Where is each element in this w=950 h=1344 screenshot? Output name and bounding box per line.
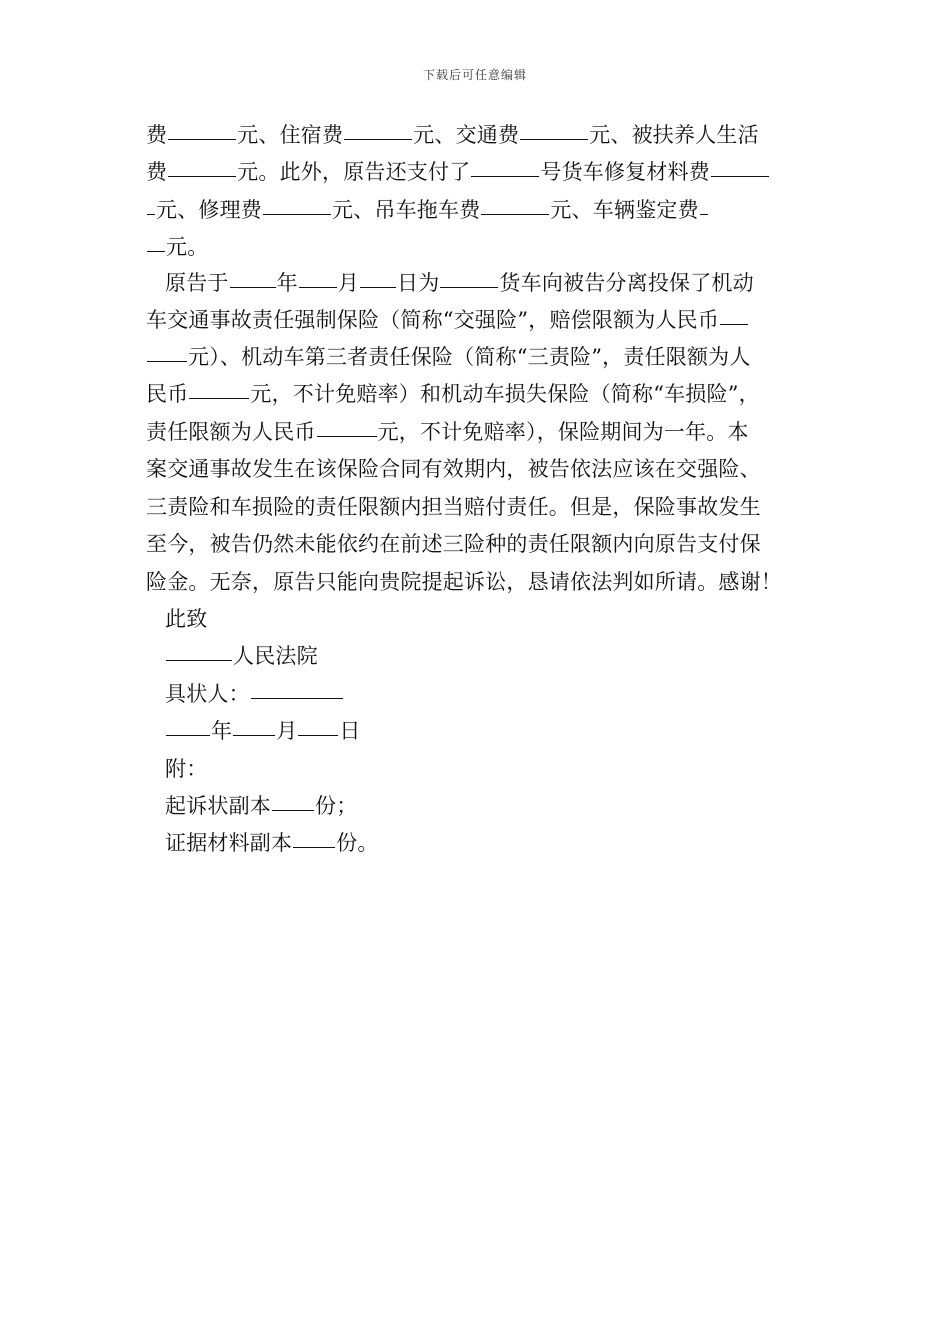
fill-in-blank xyxy=(168,176,236,177)
document-line xyxy=(146,489,826,526)
document-line xyxy=(146,564,826,601)
text-segment: 日为 xyxy=(397,271,440,295)
text-segment: 日 xyxy=(339,719,361,743)
text-segment: 责任限额为人民币 xyxy=(146,420,316,444)
text-segment: 三责险和车损险的责任限额内担当赔付责任。但是，保险事故发生 xyxy=(146,495,761,519)
text-segment: 月 xyxy=(276,719,298,743)
text-segment: 车交通事故责任强制保险（简称“交强险”，赔偿限额为人民币 xyxy=(146,308,720,332)
text-segment: 份； xyxy=(315,794,358,818)
document-line xyxy=(146,376,826,413)
text-segment: 原告于 xyxy=(165,271,229,295)
text-segment: 证据材料副本 xyxy=(165,831,293,855)
text-segment: 人民法院 xyxy=(233,644,318,668)
fill-in-blank xyxy=(298,735,338,736)
text-segment: 份。 xyxy=(336,831,379,855)
fill-in-blank xyxy=(189,398,249,399)
fill-in-blank xyxy=(344,139,412,140)
text-segment: 元，不计免赔率）和机动车损失保险（简称“车损险”， xyxy=(250,382,760,406)
text-segment: 费 xyxy=(146,123,168,147)
document-line xyxy=(146,154,826,191)
fill-in-blank xyxy=(147,251,165,252)
fill-in-blank xyxy=(293,847,335,848)
fill-in-blank xyxy=(166,735,210,736)
fill-in-blank xyxy=(166,660,232,661)
fill-in-blank xyxy=(711,176,769,177)
fill-in-blank xyxy=(147,361,187,362)
text-segment: 元、车辆鉴定费 xyxy=(550,198,699,222)
text-segment: 险金。无奈，原告只能向贵院提起诉讼，恳请依法判如所请。感谢！ xyxy=(146,570,782,594)
document-line xyxy=(146,451,826,488)
fill-in-blank xyxy=(720,324,748,325)
text-segment: 元）、机动车第三者责任保险（简称“三责险”，责任限额为人 xyxy=(188,345,751,369)
page-header: 下载后可任意编辑 xyxy=(422,68,527,82)
document-line xyxy=(146,414,826,451)
document-line xyxy=(165,601,845,638)
document-line xyxy=(146,339,826,376)
text-segment: 号货车修复材料费 xyxy=(540,160,711,184)
fill-in-blank xyxy=(272,810,314,811)
text-segment: 元、被扶养人生活 xyxy=(589,123,759,147)
document-line xyxy=(165,713,845,750)
document-line xyxy=(165,676,845,713)
fill-in-blank xyxy=(440,287,498,288)
fill-in-blank xyxy=(230,287,276,288)
fill-in-blank xyxy=(360,287,396,288)
document-line xyxy=(165,751,845,788)
text-segment: 元、吊车拖车费 xyxy=(332,198,481,222)
document-line xyxy=(146,192,826,229)
fill-in-blank xyxy=(168,139,236,140)
text-segment: 元、住宿费 xyxy=(237,123,344,147)
text-segment: 案交通事故发生在该保险合同有效期内，被告依法应该在交强险、 xyxy=(146,457,761,481)
document-line xyxy=(165,825,845,862)
fill-in-blank xyxy=(317,436,377,437)
text-segment: 元、交通费 xyxy=(413,123,520,147)
document-line xyxy=(165,638,845,675)
text-segment: 元。 xyxy=(166,235,209,259)
fill-in-blank xyxy=(263,214,331,215)
text-segment: 此致 xyxy=(165,607,208,631)
document-line xyxy=(146,526,826,563)
fill-in-blank xyxy=(233,735,275,736)
text-segment: 元。此外，原告还支付了 xyxy=(237,160,471,184)
text-segment: 元、修理费 xyxy=(156,198,262,222)
text-segment: 年 xyxy=(211,719,233,743)
document-line xyxy=(146,302,826,339)
text-segment: 民币 xyxy=(146,382,189,406)
fill-in-blank xyxy=(700,214,708,215)
fill-in-blank xyxy=(471,176,539,177)
text-segment: 起诉状副本 xyxy=(165,794,271,818)
text-segment: 月 xyxy=(337,271,360,295)
fill-in-blank xyxy=(299,287,337,288)
fill-in-blank xyxy=(251,698,343,699)
fill-in-blank xyxy=(147,214,155,215)
text-segment: 至今，被告仍然未能依约在前述三险种的责任限额内向原告支付保 xyxy=(146,532,761,556)
text-segment: 年 xyxy=(276,271,298,295)
document-line xyxy=(146,229,826,266)
text-segment: 元，不计免赔率），保险期间为一年。本 xyxy=(377,420,749,444)
text-segment: 附： xyxy=(165,757,208,781)
document-line xyxy=(165,788,845,825)
text-segment: 具状人： xyxy=(165,682,250,706)
text-segment: 货车向被告分离投保了机动 xyxy=(499,271,754,295)
document-line xyxy=(165,265,845,302)
document-line xyxy=(146,117,826,154)
fill-in-blank xyxy=(481,214,549,215)
text-segment: 费 xyxy=(146,160,168,184)
fill-in-blank xyxy=(520,139,588,140)
